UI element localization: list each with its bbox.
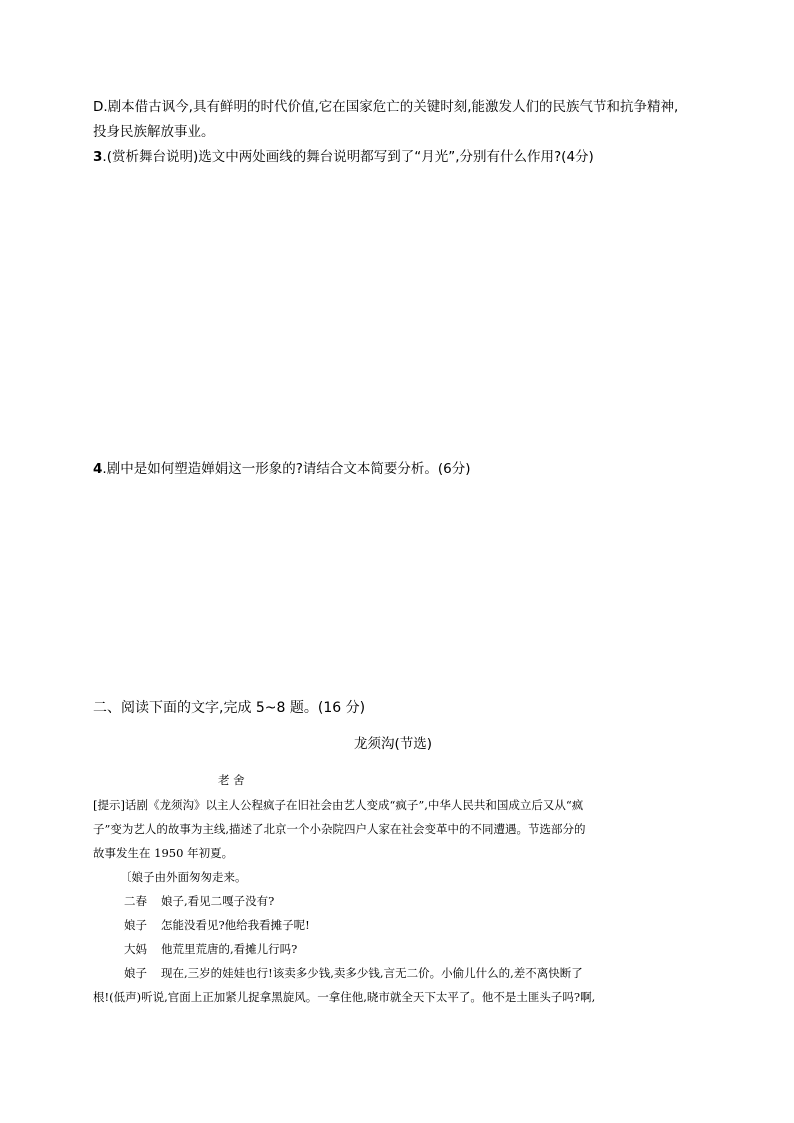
dialogue-speaker: 娘子 (124, 966, 147, 980)
dialogue-text: 他荒里荒唐的,看摊儿行吗? (161, 942, 298, 956)
question-3-text: .(赏析舞台说明)选文中两处画线的舞台说明都写到了“月光”,分别有什么作用?(4分) (102, 149, 594, 165)
option-d-line-2: 投身民族解放事业。 (93, 124, 215, 140)
question-4 (93, 459, 471, 479)
dialogue-line-4 (124, 963, 583, 983)
option-d-line-1: D.剧本借古讽今,具有鲜明的时代价值,它在国家危亡的关键时刻,能激发人们的民族气节和抗争精神, (93, 99, 679, 115)
dialogue-line-1 (124, 891, 274, 911)
question-4-text: .剧中是如何塑造婵娟这一形象的?请结合文本简要分析。(6分) (102, 461, 471, 477)
passage-author: 老 舍 (218, 773, 245, 787)
dialogue-text: 娘子,看见二嘎子没有? (161, 894, 275, 908)
hint-line-1: [提示]话剧《龙须沟》以主人公程疯子在旧社会由艺人变成“疯子”,中华人民共和国成立后又从“疯 (93, 798, 584, 812)
question-4-number: 4 (93, 461, 103, 477)
dialogue-speaker: 二春 (124, 894, 147, 908)
dialogue-line-2 (124, 915, 310, 935)
question-3 (93, 147, 594, 167)
passage-title: 龙须沟(节选) (354, 736, 433, 752)
dialogue-text: 现在,三岁的娃娃也行!该卖多少钱,卖多少钱,言无二价。小偷儿什么的,差不离快断了 (161, 966, 583, 980)
hint-line-2: 子”变为艺人的故事为主线,描述了北京一个小杂院四户人家在社会变革中的不同遭遇。节选部分的 (93, 822, 586, 836)
dialogue-speaker: 娘子 (124, 918, 147, 932)
dialogue-speaker: 大妈 (124, 942, 147, 956)
hint-line-3: 故事发生在 1950 年初夏。 (93, 846, 234, 860)
dialogue-text: 怎能没看见?他给我看摊子呢! (161, 918, 310, 932)
question-3-number: 3 (93, 149, 103, 165)
dialogue-continuation: 根!(低声)听说,官面上正加紧儿捉拿黑旋风。一拿住他,晓市就全天下太平了。他不是土匪头子吗?啊, (93, 990, 596, 1004)
dialogue-line-3 (124, 939, 297, 959)
stage-direction: 〔娘子由外面匆匆走来。 (120, 870, 247, 884)
section-2-heading: 二、阅读下面的文字,完成 5~8 题。(16 分) (93, 700, 366, 716)
